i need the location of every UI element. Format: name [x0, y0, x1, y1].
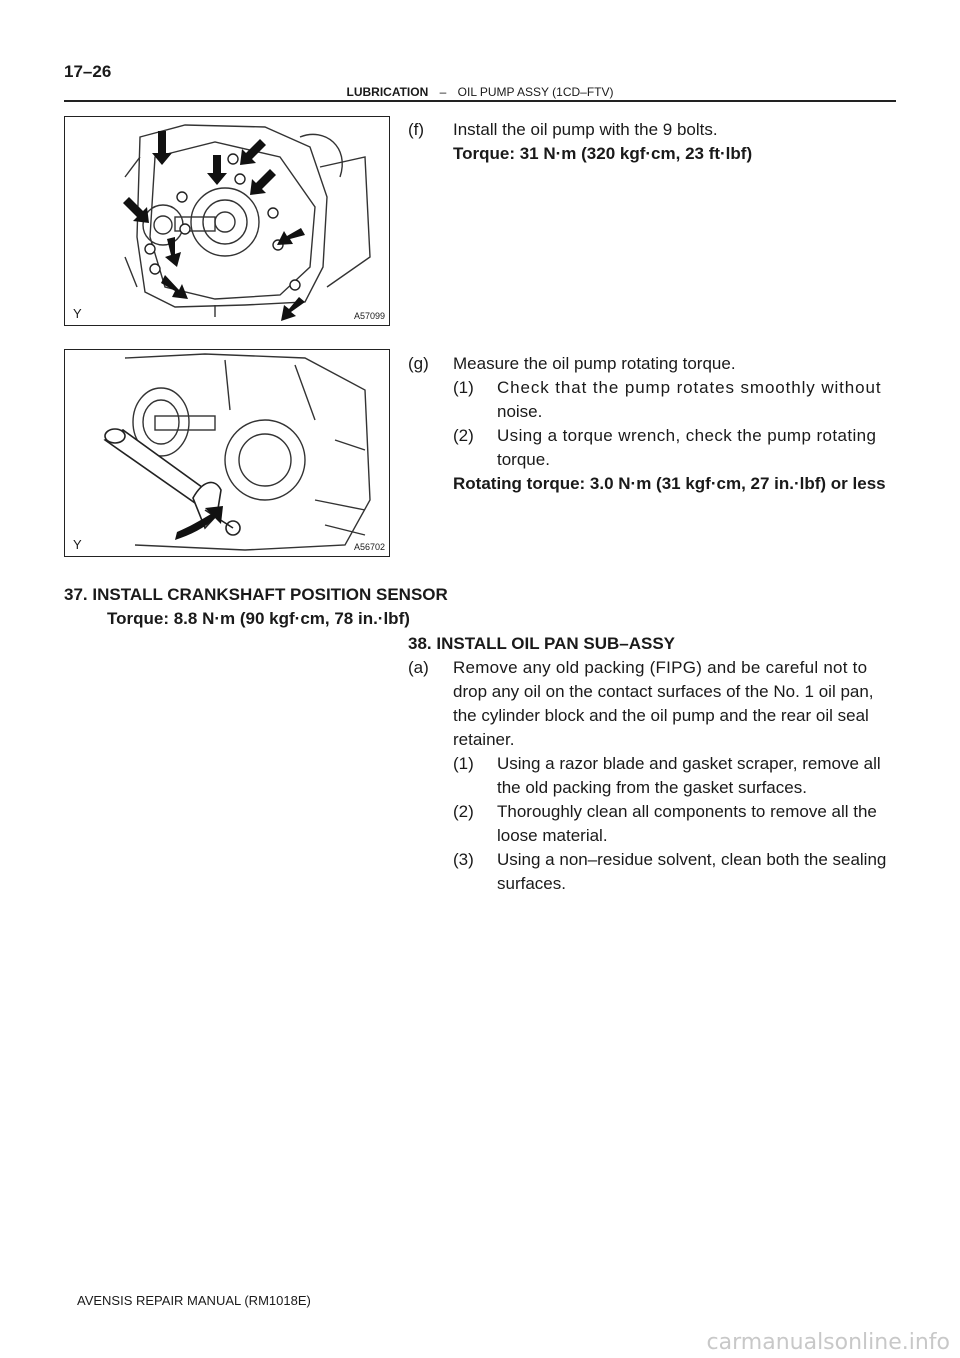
header-subject: OIL PUMP ASSY (1CD–FTV) [457, 85, 614, 99]
step-38-s1-label: (1) [453, 754, 474, 773]
step-f-torque: Torque: 31 N·m (320 kgf·cm, 23 ft·lbf) [453, 144, 753, 163]
step-38-s3-line2: surfaces. [497, 874, 566, 893]
figure-corner-mark: Y [73, 306, 82, 321]
step-g-sub2-line2: torque. [497, 450, 550, 469]
engine-front-oil-pump-bolts-illustration [65, 117, 389, 325]
figure-id: A57099 [353, 311, 385, 321]
step-38-a-line4: retainer. [453, 730, 515, 749]
figure-rotating-torque [64, 349, 390, 557]
step-g-sub2-label: (2) [453, 426, 474, 445]
header-separator: – [439, 85, 447, 99]
step-38-a-line3: the cylinder block and the oil pump and the rear oil seal [453, 706, 869, 725]
step-38-s3-label: (3) [453, 850, 474, 869]
oil-pump-torque-wrench-illustration [65, 350, 389, 556]
step-f-text: Install the oil pump with the 9 bolts. [453, 120, 718, 139]
step-38-a-label: (a) [408, 658, 429, 677]
footer-manual-title: AVENSIS REPAIR MANUAL (RM1018E) [77, 1293, 311, 1308]
step-38-s2-line1: Thoroughly clean all components to remove all the [497, 802, 877, 821]
header-section: LUBRICATION [346, 85, 429, 99]
step-g-sub2-line1: Using a torque wrench, check the pump rotating [497, 426, 877, 445]
step-g-label: (g) [408, 354, 429, 373]
step-g-text: Measure the oil pump rotating torque. [453, 354, 736, 373]
step-f-label: (f) [408, 120, 425, 139]
step-g-sub1-line1: Check that the pump rotates smoothly without [497, 378, 882, 397]
step-38-a-line1: Remove any old packing (FIPG) and be careful not to [453, 658, 868, 677]
figure-oil-pump-install [64, 116, 390, 326]
figure-id: A56702 [353, 542, 385, 552]
page-number: 17–26 [64, 62, 112, 81]
step-38-s3-line1: Using a non–residue solvent, clean both the sealing [497, 850, 887, 869]
running-header [0, 85, 960, 99]
step-37-torque: Torque: 8.8 N·m (90 kgf·cm, 78 in.·lbf) [107, 609, 410, 628]
figure-corner-mark: Y [73, 537, 82, 552]
step-g-spec: Rotating torque: 3.0 N·m (31 kgf·cm, 27 in.·lbf) or less [453, 474, 886, 493]
watermark: carmanualsonline.info [706, 1330, 950, 1355]
header-rule [64, 100, 896, 102]
step-g-sub1-label: (1) [453, 378, 474, 397]
step-38-a-line2: drop any oil on the contact surfaces of the No. 1 oil pan, [453, 682, 874, 701]
step-37-title: 37. INSTALL CRANKSHAFT POSITION SENSOR [64, 585, 448, 604]
step-38-s1-line1: Using a razor blade and gasket scraper, remove all [497, 754, 881, 773]
step-38-s2-line2: loose material. [497, 826, 608, 845]
step-g-sub1-line2: noise. [497, 402, 543, 421]
step-38-s1-line2: the old packing from the gasket surfaces. [497, 778, 807, 797]
step-38-s2-label: (2) [453, 802, 474, 821]
step-38-title: 38. INSTALL OIL PAN SUB–ASSY [408, 634, 676, 653]
